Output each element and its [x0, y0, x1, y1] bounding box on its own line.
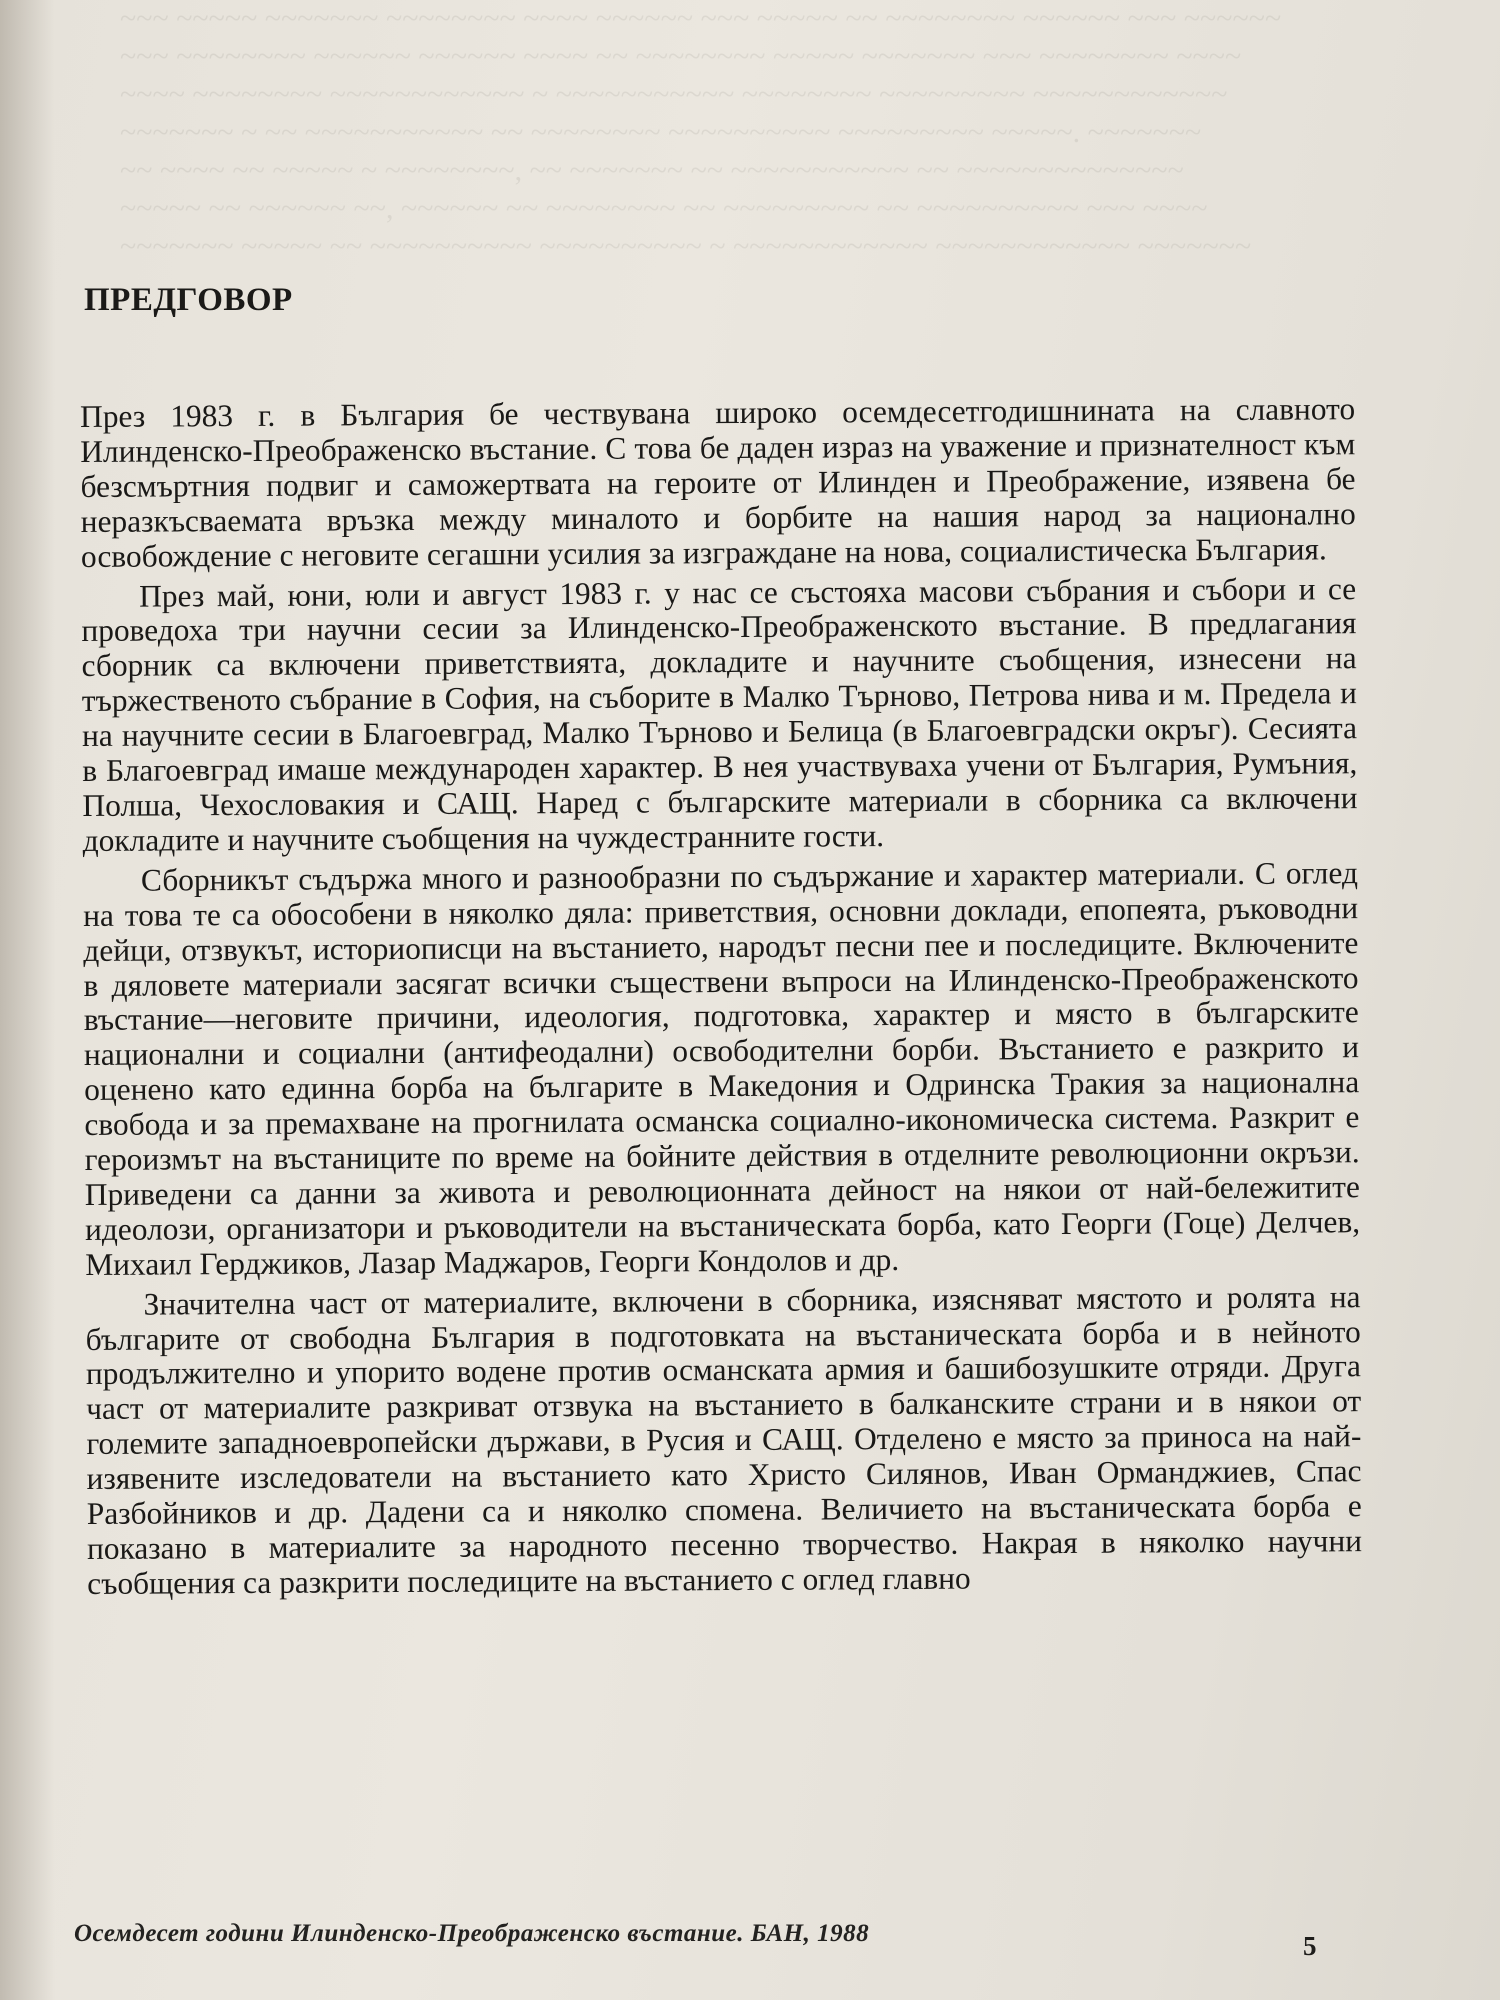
paragraph-1: През 1983 г. в България бе чествувана широко осемдесетгодишнината на славното Илинденско-Преображенско въстание. С това бе даден израз на уважение и признателност към безсмъртния подвиг и саможертвата на героите от Илинден и Преображение, изявена бе неразкъсваемата връзка между миналото и борбите на нашия народ за национално освобождение с неговите сегашни усилия за изграждане на нова, социалистическа България.: [79, 391, 1356, 574]
preface-body: [80, 392, 1362, 1607]
spine-shadow: [0, 0, 55, 2000]
show-through-text: ~~~ ~~~~~ ~~~~~~~ ~~~~~~~~ ~~~~ ~~~~~~ ~~~ ~~~~~ ~~ ~~~~~~~~ ~~~~~~ ~~~ ~~~~~~ ~~~ ~~~~~~~~ ~~~~~~ ~~~~~~ ~~~~ ~~ ~~~~~~~~ ~~~~~ ~~~~~~~ ~~~ ~~~~~~~~ ~~~~ ~~~~ ~~~~~~~~ ~~~~~~~~~~~~ ~ ~~~~~~~~~~~ ~~~~~~~~ ~~~~~~~~~ ~~~~~~~~~~~~ ~~~~~~~ ~ ~~ ~~~~~~~~~~~ ~~ ~~~~~~~~ ~~~~~~~~~~ ~~~~~~~~~ ~~~~~. ~~~~~~~ ~~ ~~~~ ~~ ~~~~~ ~ ~~~~~~~~, ~~ ~~~~~~~ ~~ ~~~~~~~~~~~ ~~ ~~~~~~~~~~~~~~ ~~~~~ ~~ ~~~~~~ ~~, ~~~~~~ ~~ ~~~~~~~~ ~~ ~~~~~~~~~ ~~ ~~~~~~~~~~ ~~~ ~~~~ ~~~~~~~ ~~~~~ ~~ ~~~~~~~~~~ ~~~~~~~~~~ ~ ~~~~~~~~~~~~ ~~~~~~~~~~~~ ~~~~~~~: [120, 2, 1282, 263]
page-number: 5: [1303, 1931, 1317, 1961]
footer-citation: Осемдесет години Илинденско-Преображенско въстание. БАН, 1988: [74, 1920, 870, 1947]
paragraph-3: Сборникът съдържа много и разнообразни по съдържание и характер материали. С оглед на това те са обособени в няколко дяла: приветствия, основни доклади, епопеята, ръководни дейци, отзвукът, историописци на въстанието, народът песни пее и последиците. Включените в дяловете материали засягат всички съществени въпроси на Илинденско-Преображенското въстание—неговите причини, идеология, подготовка, характер и място в българските национални и социални (антифеодални) освободителни борби. Въстанието е разкрито и оценено като единна борба на българите в Македония и Одринска Тракия за национална свобода и за премахване на прогнилата османска социално-икономическа система. Разкрит е героизмът на въстаниците по време на бойните действия в отделните революционни окръзи. Приведени са данни за живота и революционната дейност на някои от най-бележитите идеолози, организатори и ръководители на въстаническата борба, като Георги (Гоце) Делчев, Михаил Герджиков, Лазар Маджаров, Георги Кондолов и др.: [83, 854, 1361, 1282]
page-title: ПРЕДГОВОР: [84, 282, 293, 318]
paragraph-4: Значителна част от материалите, включени в сборника, изясняват мястото и ролята на българите от свободна България в подготовката на въстаническата борба и в нейното продължително и упорито водене против османската армия и башибозушките отряди. Друга част от материалите разкриват отзвука на въстанието в балканските страни и в някои от големите западноевропейски държави, в Русия и САЩ. Отделено е място за приноса на най-изявените изследователи на въстанието като Христо Силянов, Иван Орманджиев, Спас Разбойников и др. Дадени са и няколко спомена. Величието на въстаническата борба е показано в материалите за народното песенно творчество. Накрая в няколко научни съобщения са разкрити последиците на въстанието с оглед главно: [85, 1278, 1363, 1601]
paragraph-2: През май, юни, юли и август 1983 г. у нас се състояха масови събрания и събори и се проведоха три научни сесии за Илинденско-Преображенското въстание. В предлагания сборник са включени приветствията, докладите и научните съобщения, изнесени на тържественото събрание в София, на съборите в Малко Търново, Петрова нива и м. Предела и на научните сесии в Благоевград, Малко Търново и Белица (в Благоевградски окръг). Сесията в Благоевград имаше международен характер. В нея участвуваха учени от България, Румъния, Полша, Чехословакия и САЩ. Наред с българските материали в сборника са включени докладите и научните съобщения на чуждестранните гости.: [81, 570, 1358, 858]
